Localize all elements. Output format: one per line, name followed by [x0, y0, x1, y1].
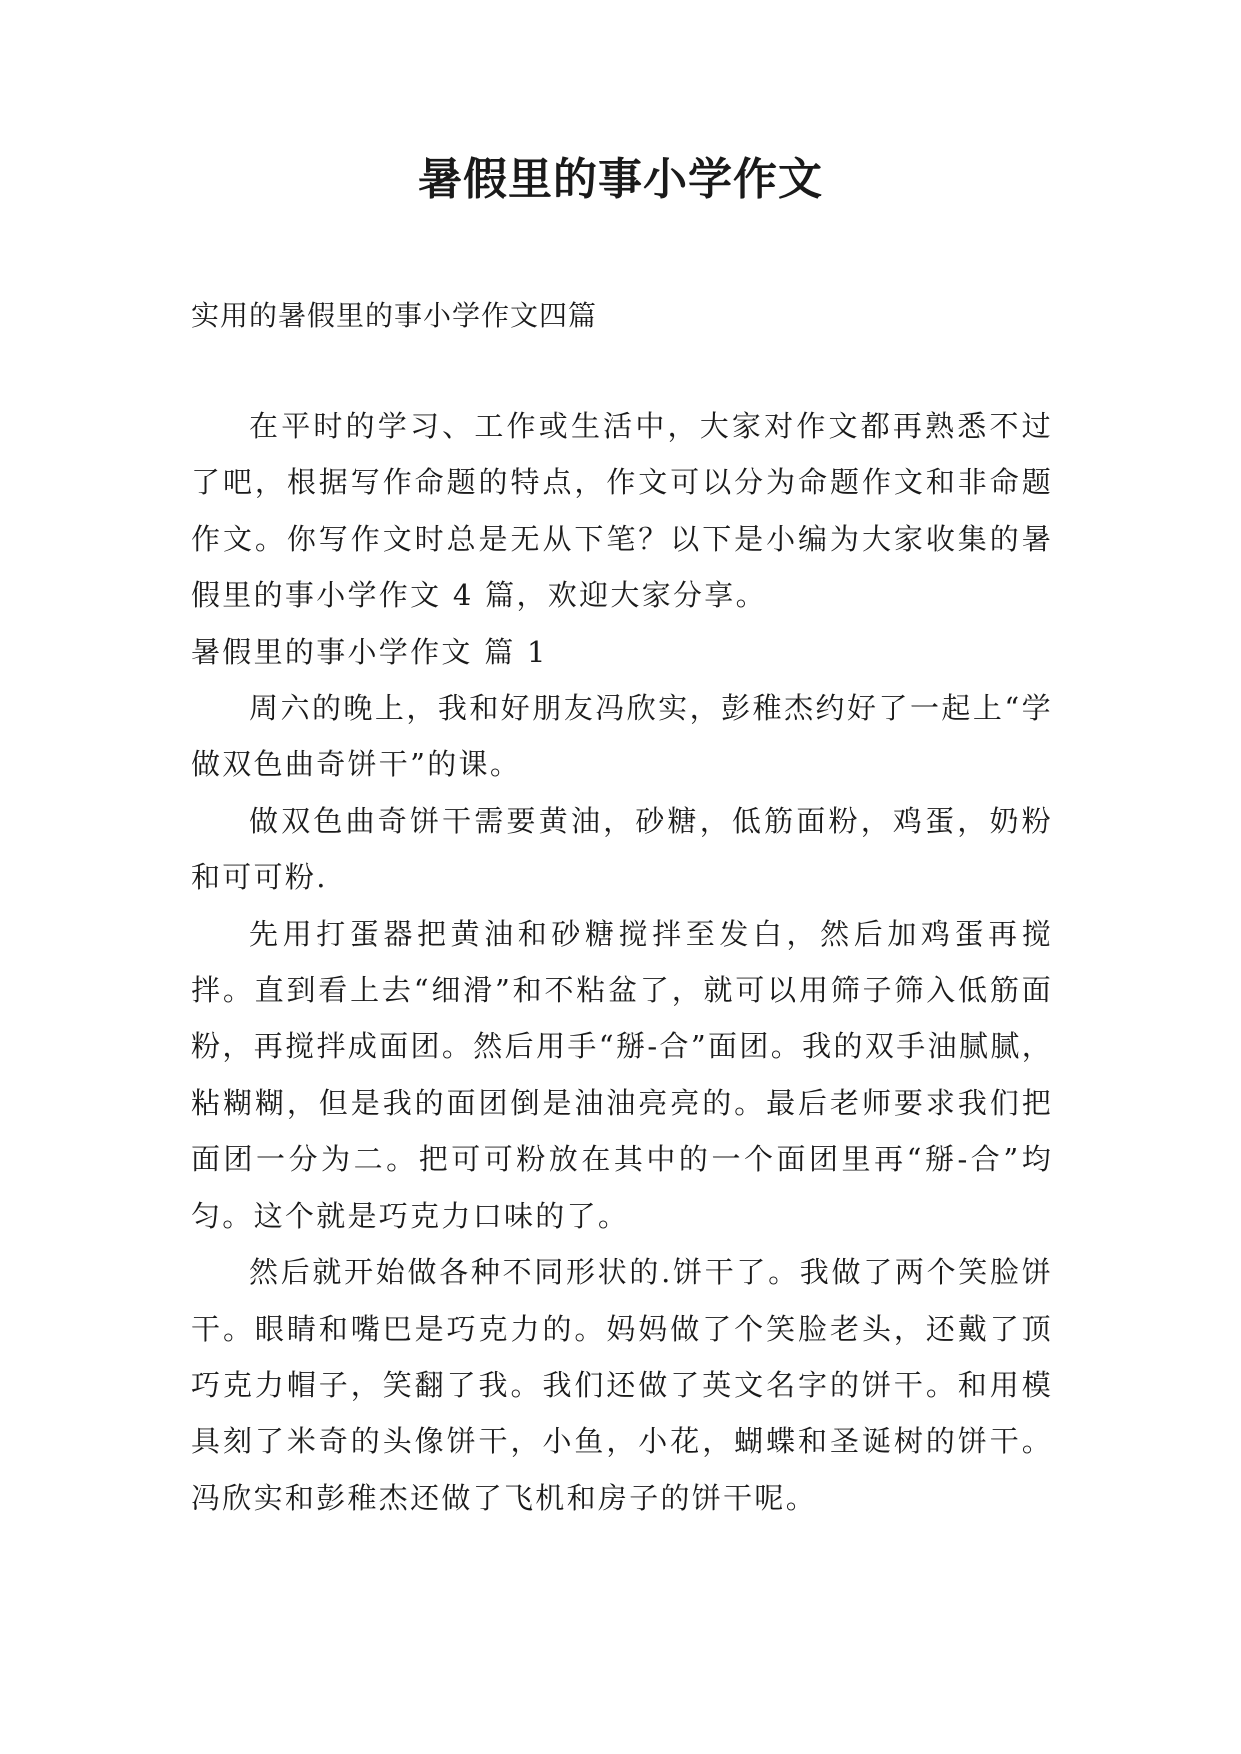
document-subtitle: 实用的暑假里的事小学作文四篇: [191, 299, 598, 332]
body-paragraph: 做双色曲奇饼干需要黄油，砂糖，低筋面粉，鸡蛋，奶粉和可可粉.: [191, 803, 1053, 895]
intro-paragraph: 在平时的学习、工作或生活中，大家对作文都再熟悉不过了吧，根据写作命题的特点，作文可以分为命题作文和非命题作文。你写作文时总是无从下笔？以下是小编为大家收集的暑假里的事小学作文 4 篇，欢迎大家分享。: [191, 409, 1053, 613]
section-heading: 暑假里的事小学作文 篇 1: [191, 634, 548, 669]
body-paragraph: 然后就开始做各种不同形状的.饼干了。我做了两个笑脸饼干。眼睛和嘴巴是巧克力的。妈妈做了个笑脸老头，还戴了顶巧克力帽子，笑翻了我。我们还做了英文名字的饼干。和用模具刻了米奇的头像饼干，小鱼，小花，蝴蝶和圣诞树的饼干。冯欣实和彭稚杰还做了飞机和房子的饼干呢。: [191, 1255, 1053, 1515]
body-paragraph: 先用打蛋器把黄油和砂糖搅拌至发白，然后加鸡蛋再搅拌。直到看上去“细滑”和不粘盆了，就可以用筛子筛入低筋面粉，再搅拌成面团。然后用手“掰-合”面团。我的双手油腻腻，粘糊糊，但是我的面团倒是油油亮亮的。最后老师要求我们把面团一分为二。把可可粉放在其中的一个面团里再“掰-合”均匀。这个就是巧克力口味的了。: [191, 916, 1053, 1233]
document-body: [191, 398, 1053, 1526]
document-title: 暑假里的事小学作文: [418, 154, 823, 205]
body-paragraph: 周六的晚上，我和好朋友冯欣实，彭稚杰约好了一起上“学做双色曲奇饼干”的课。: [191, 691, 1053, 782]
